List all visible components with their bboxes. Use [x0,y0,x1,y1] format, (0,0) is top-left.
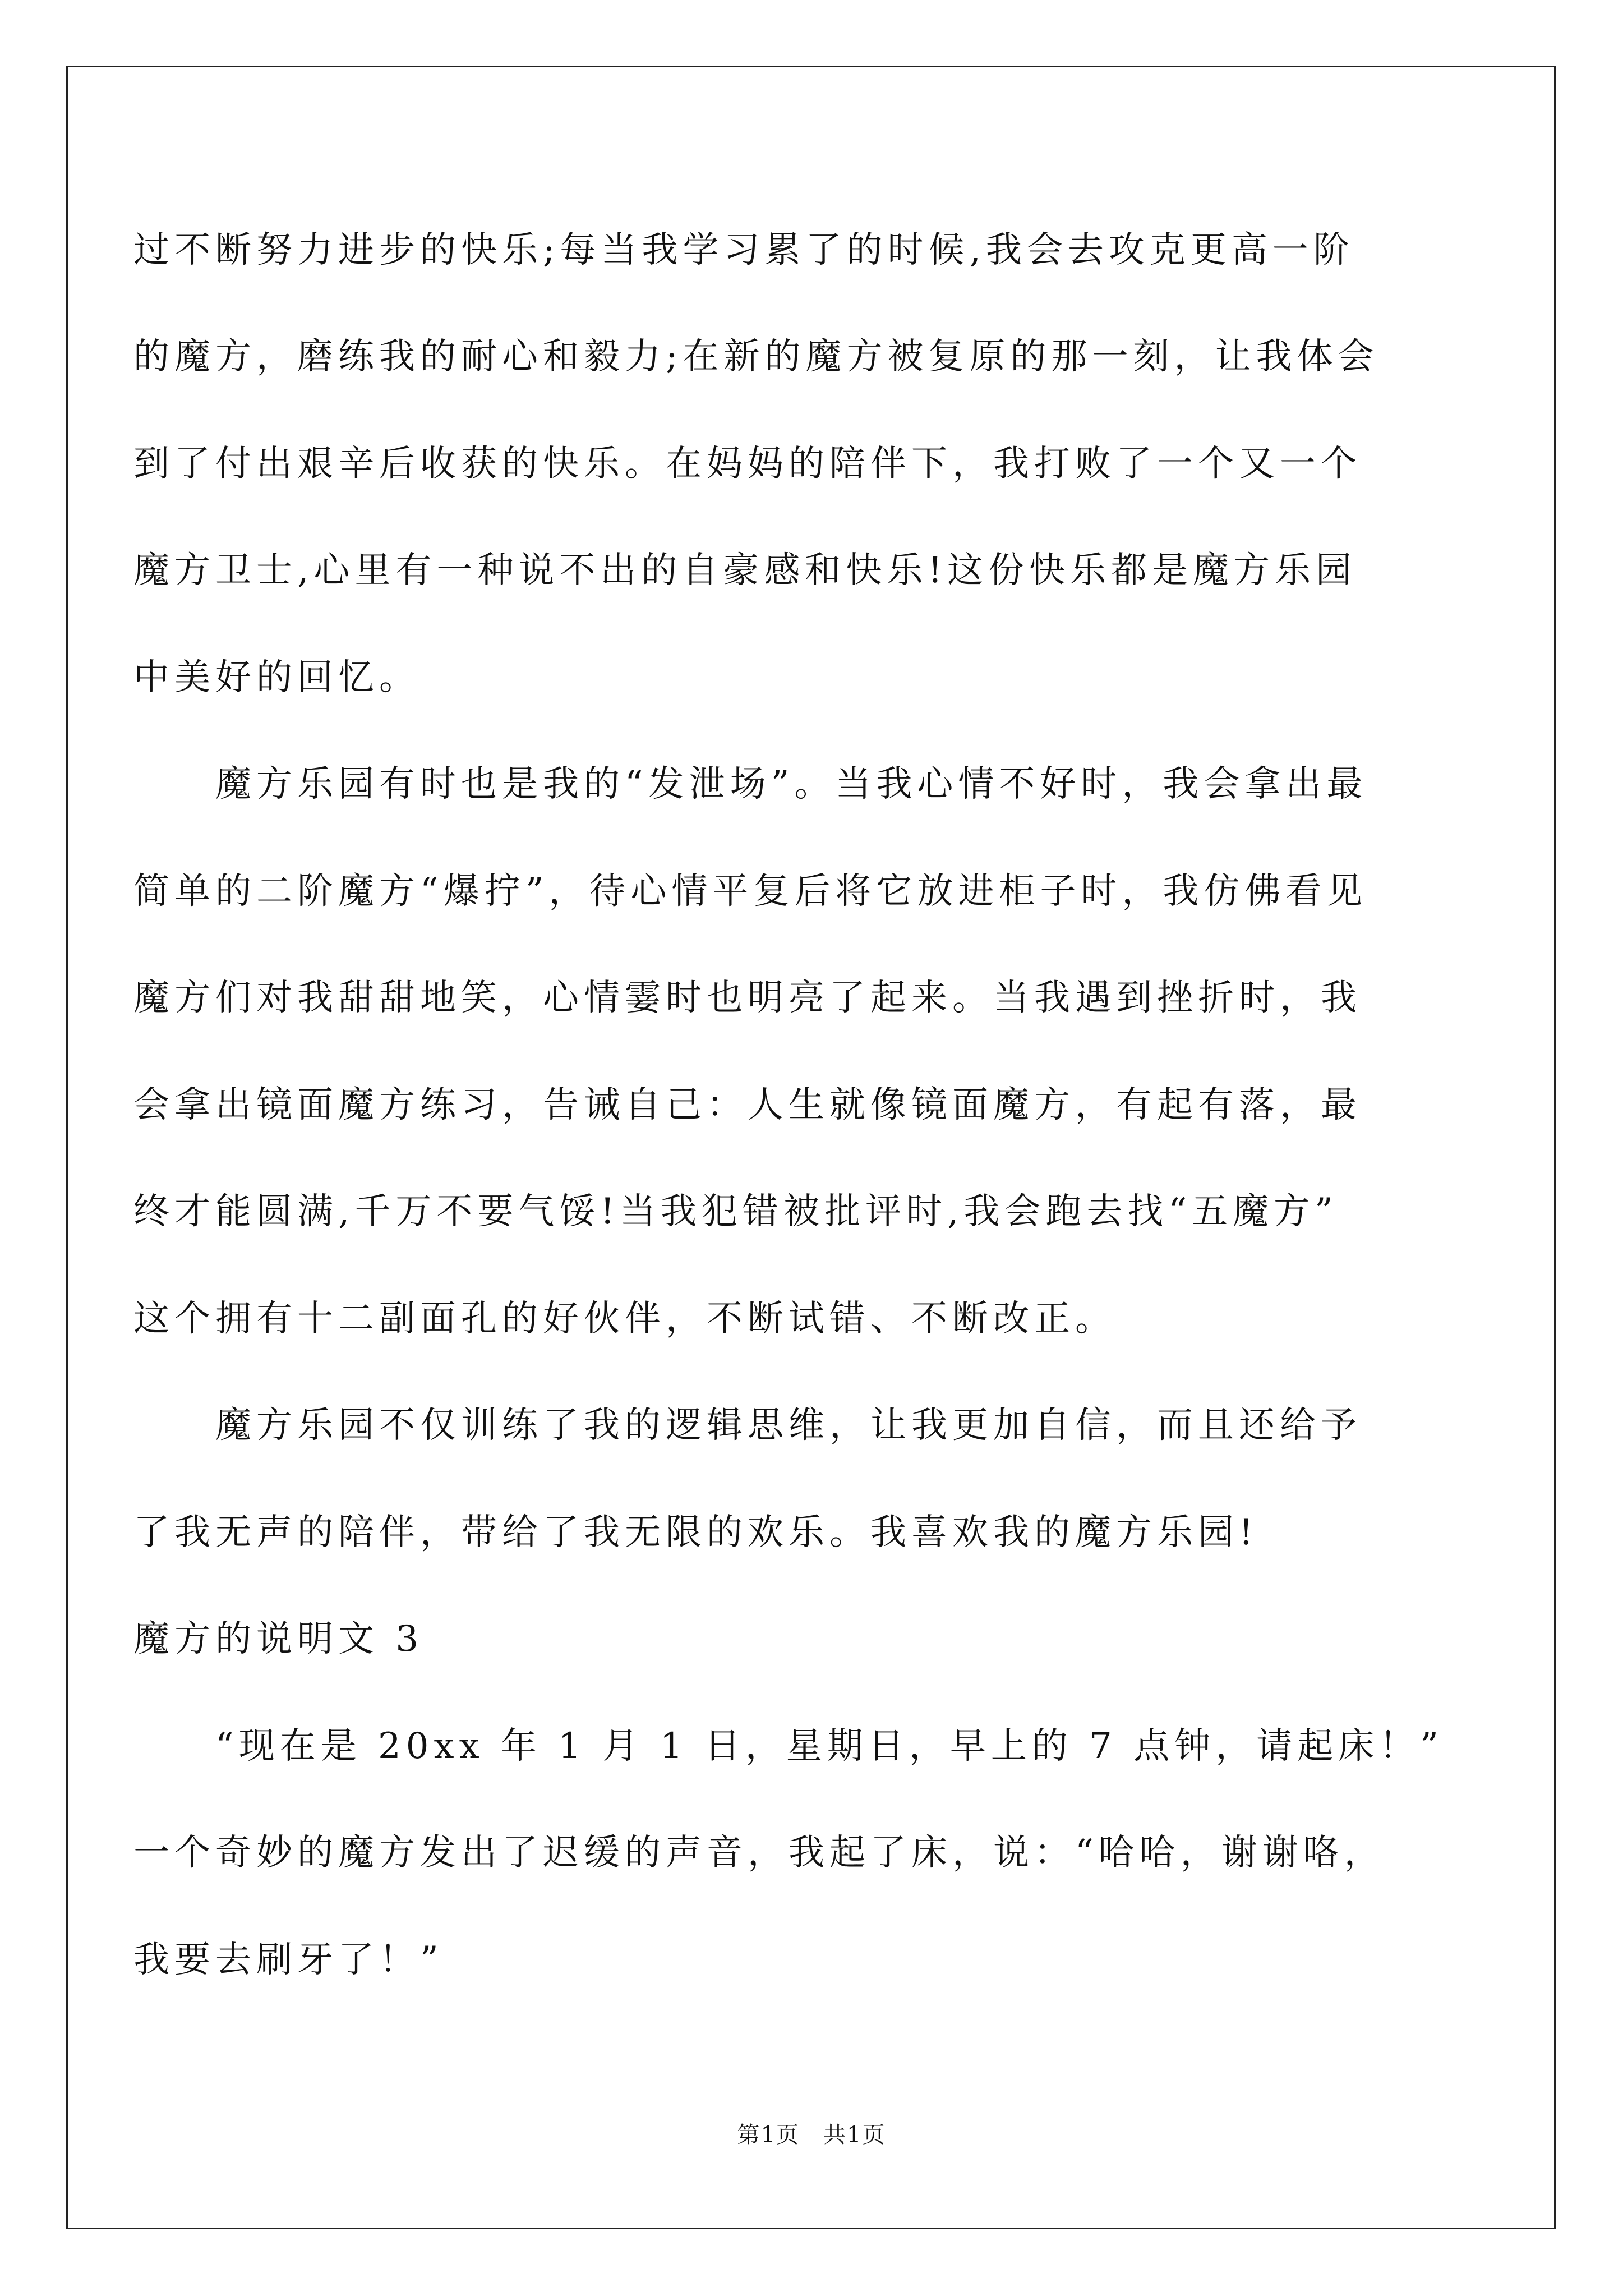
text-line: 魔方卫士,心里有一种说不出的自豪感和快乐!这份快乐都是魔方乐园 [133,550,1357,591]
text-line: 这个拥有十二副面孔的好伙伴，不断试错、不断改正。 [133,1298,1116,1340]
text-line: 一个奇妙的魔方发出了迟缓的声音，我起了床，说：“哈哈，谢谢咯， [133,1832,1385,1874]
text-line: 会拿出镜面魔方练习，告诫自己：人生就像镜面魔方，有起有落，最 [133,1084,1362,1126]
text-line: 我要去刷牙了！” [133,1939,444,1981]
text-line: 魔方们对我甜甜地笑，心情霎时也明亮了起来。当我遇到挫折时，我 [133,977,1362,1019]
page-footer: 第1页 共1页 [737,2122,886,2148]
text-line: 过不断努力进步的快乐;每当我学习累了的时候,我会去攻克更高一阶 [133,229,1354,271]
text-line: 的魔方，磨练我的耐心和毅力;在新的魔方被复原的那一刻，让我体会 [133,336,1379,378]
text-line: 了我无声的陪伴，带给了我无限的欢乐。我喜欢我的魔方乐园! [133,1512,1258,1553]
section-heading: 魔方的说明文 3 [133,1618,424,1660]
text-line: 魔方乐园有时也是我的“发泄场”。当我心情不好时，我会拿出最 [133,763,1368,805]
text-line: 魔方乐园不仅训练了我的逻辑思维，让我更加自信，而且还给予 [133,1405,1362,1446]
text-line: 简单的二阶魔方“爆拧”，待心情平复后将它放进柜子时，我仿佛看见 [133,871,1368,912]
text-line: 到了付出艰辛后收获的快乐。在妈妈的陪伴下，我打败了一个又一个 [133,443,1362,485]
page-border [66,66,1556,2229]
text-line: “现在是 20xx 年 1 月 1 日，星期日，早上的 7 点钟，请起床！” [133,1726,1444,1767]
text-line: 中美好的回忆。 [133,657,420,698]
text-line: 终才能圆满,千万不要气馁!当我犯错被批评时,我会跑去找“五魔方” [133,1191,1338,1232]
